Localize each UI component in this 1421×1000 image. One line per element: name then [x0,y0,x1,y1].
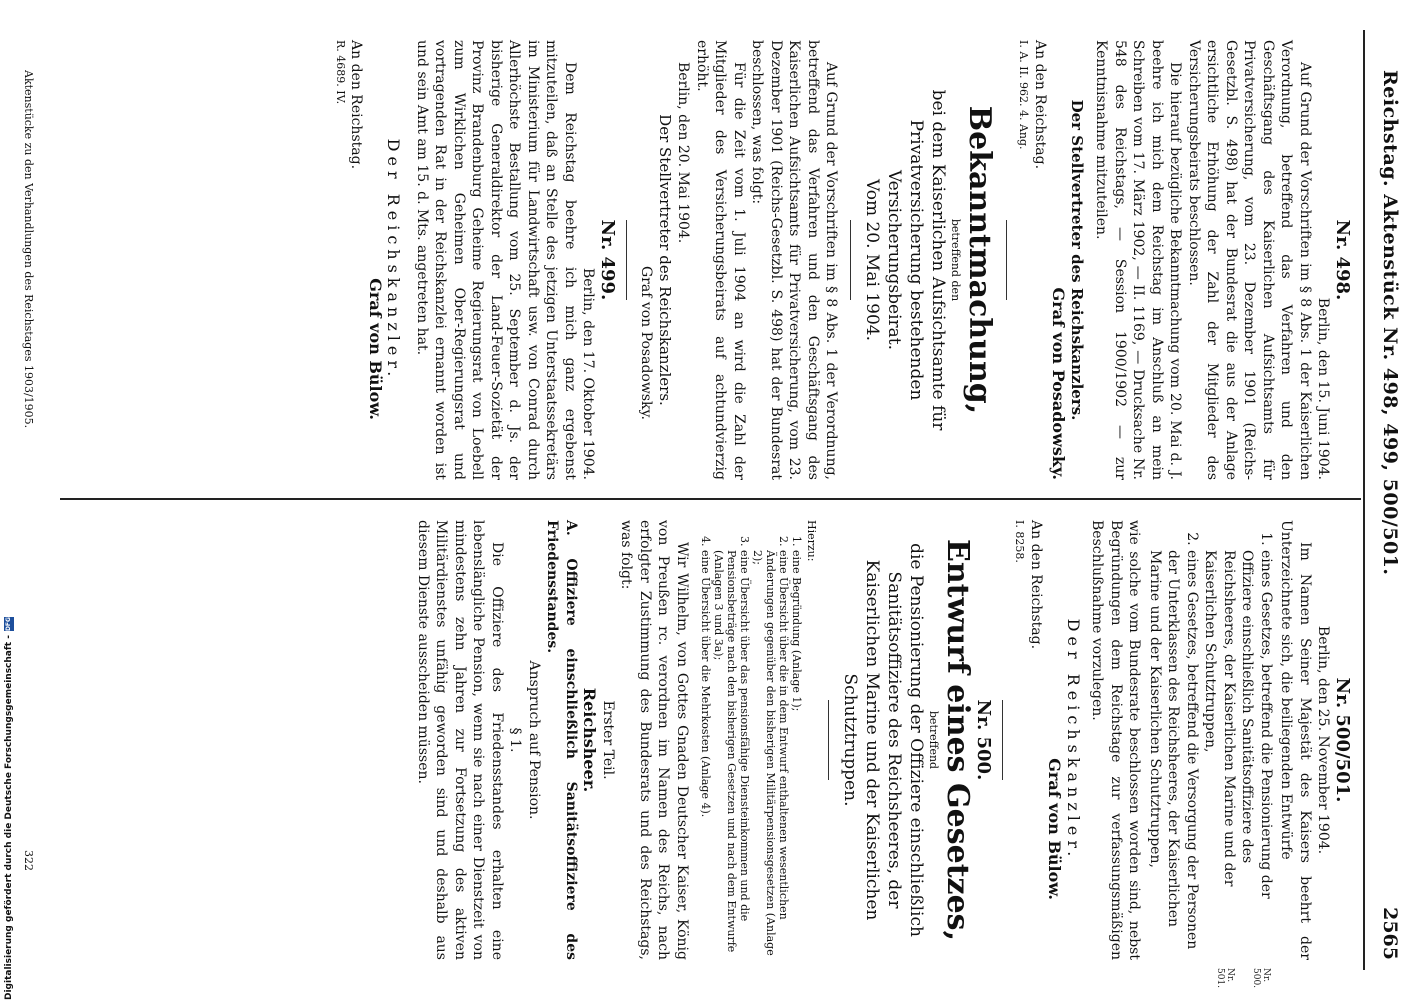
entwurf-hierzu: Hierzu: [805,520,818,562]
nr498-date: Berlin, den 15. Juni 1904. [1315,297,1332,480]
separator [851,220,852,300]
nr499-title: Nr. 499. [597,219,618,301]
bekanntmachung-place-date: Berlin, den 20. Mai 1904. [675,62,692,244]
nr500-501-addressee: An den Reichstag. [1028,520,1044,650]
header-rule [1363,30,1365,970]
list-item: 2. eine Übersicht über die in dem Entwurf enthaltenen wesentlichen Änderungen gegenüber den bisherigen Militärpensionsgesetzen (Anlage 2); [751,550,790,960]
nr498-addressee: An den Reichstag. [1032,40,1048,170]
page-footer: Aktenstücke zu den Verhandlungen des Reichstages 1903/1905. [22,70,35,429]
nr500-501-intro: Im Namen Seiner Majestät des Kaisers beehrt der Unterzeichnete sich, die beiliegenden Entwürfe [1278,520,1313,960]
nr499-date: Berlin, den 17. Oktober 1904. [580,267,597,480]
digitization-text: Digitalisierung gefördert durch die Deutsche Forschungsgemeinschaft - [4,635,14,1000]
nr500-501-signature-name: Graf von Bülow. [1045,758,1065,900]
entwurf-heer-heading: Reichsheer. [580,687,600,793]
right-column [80,520,1351,960]
entwurf-betreffend: betreffend [927,710,940,770]
separator [626,220,627,300]
separator [1007,220,1008,300]
entwurf-paragraph-1: Die Offiziere des Friedensstandes erhalten eine lebenslängliche Pension, wenn sie nach einer Dienstzeit von mindestens zehn Jahren zur Fortsetzung des aktiven Militärdienstes unfähig geworden sind und deshalb aus diesem Dienste ausscheiden müssen. [415,520,505,960]
separator [828,700,829,780]
nr499-paragraph-1: Dem Reichstag beehre ich mich ganz ergebenst mitzuteilen, daß an Stelle des jetzigen Unterstaatssekretärs im Ministerium für Landwirtschaft usw. von Conrad durch Allerhöchste Bestallung vom 25. September d. Js. der bisherige Generaldirektor der Land-Feuer-Sozietät der Provinz Brandenburg Geheime Regierungsrat von Loebell zum Wirklichen Geheimen Ober-Regierungsrat und vortragenden Rat in der Reichskanzlei ernannt worden ist und sein Amt am 15. d. Mts. angetreten hat. [414,40,578,480]
nr500-501-date: Berlin, den 25. November 1904. [1315,625,1332,855]
page-header-title: Reichstag. Aktenstück Nr. 498, 499, 500/501. [1379,70,1401,576]
list-item: 4. eine Übersicht über die Mehrkosten (Anlage 4). [699,550,712,960]
entwurf-preamble: Wir Wilhelm, von Gottes Gnaden Deutscher Kaiser, König von Preußen rc. verordnen im Namen des Reichs, nach erfolgter Zustimmung des Bundesrats und des Reichstags, was folgt: [618,520,690,960]
entwurf-subject: die Pensionierung der Offiziere einschließlich Sanitätsoffiziere des Reichsheeres, der Kaiserlichen Marine und der Kaiserlichen Schutztruppen. [840,543,926,937]
margin-note: Nr. 500. [1251,968,1271,989]
entwurf-title: Entwurf eines Gesetzes, [940,538,975,942]
page-footer-number: 322 [22,850,35,871]
list-item: 2. eines Gesetzes, betreffend die Versorgung der Personen der Unterklassen des Reichsheeres, der Kaiserlichen Marine und der Kaiserlichen Schutztruppen, [1146,550,1202,960]
bekanntmachung-signature-title: Der Stellvertreter des Reichskanzlers. [656,114,674,406]
entwurf-paragraph-sign: § 1. [507,727,524,753]
nr498-signature-name: Graf von Posadowsky. [1049,287,1069,480]
nr498-paragraph-1: Auf Grund der Vorschriften im § 8 Abs. 1 der Kaiserlichen Verordnung, betreffend das Verfahren und den Geschäftsgang des Kaiserlichen Aufsichtsamts für Privatversicherung, vom 23. Dezember 1901 (Reichs-Gesetzbl. S. 498) hat der Bundesrat die aus der Anlage ersichtliche Erhöhung der Zahl der Mitglieder des Versicherungsbeirats beschlossen. [1186,40,1313,480]
bekanntmachung-paragraph-1: Auf Grund der Vorschriften im § 8 Abs. 1 der Verordnung, betreffend das Verfahren und den Geschäftsgang des Kaiserlichen Aufsichtsamts für Privatversicherung, vom 23. Dezember 1901 (Reichs-Gesetzbl. S. 498) hat der Bundesrat beschlossen, was folgt: [749,40,840,480]
list-item: 3. eine Übersicht über das pensionsfähige Diensteinkommen und die Pensionsbeträge nach den bisherigen Gesetzen und nach dem Entwurfe (Anlagen 3 und 3a); [712,550,751,960]
bekanntmachung-signature-name: Graf von Posadowsky. [638,265,655,420]
nr498-title: Nr. 498. [1332,219,1353,301]
nr499-signature-name: Graf von Bülow. [366,278,385,420]
dfg-logo: DFG [5,617,12,632]
nr500-501-title: Nr. 500/501. [1332,677,1353,803]
nr499-reference: R. 4689. IV. [334,40,347,105]
bekanntmachung-paragraph-2: Für die Zeit vom 1. Juli 1904 an wird die Zahl der Mitglieder des Versicherungsbeirats auf achtundvierzig erhöht. [694,40,747,480]
entwurf-section-a: A. Offiziere einschließlich Sanitätsoffiziere des Friedensstandes. [544,520,579,960]
entwurf-number: Nr. 500. [973,699,995,781]
nr500-501-signature-title: Der Reichskanzler. [1064,618,1083,862]
left-column [80,40,1351,480]
list-item: 1. eines Gesetzes, betreffend die Pensionierung der Offiziere einschließlich Sanitätsoffiziere des Reichsheeres, der Kaiserlichen Marine und der Kaiserlichen Schutztruppen, [1201,550,1275,960]
bekanntmachung-title: Bekanntmachung, [962,105,998,415]
entwurf-part-heading: Erster Teil. [600,700,616,780]
bekanntmachung-betreffend: betreffend den [949,218,963,302]
entwurf-anlagen-list [699,520,803,960]
nr500-501-draft-list [1146,520,1276,960]
nr500-501-paragraph: wie solche vom Bundesrate beschlossen worden sind, nebst Begründungen dem Reichstage zur verfassungsmäßigen Beschlußnahme vorzulegen. [1089,520,1143,960]
bekanntmachung-subject: bei dem Kaiserlichen Aufsichtsamte für Privatversicherung bestehenden Versicherungsbeirat. [884,89,949,431]
margin-note: Nr. 501. [1215,968,1235,989]
column-divider [60,498,1361,500]
page-number: 2565 [1379,907,1401,960]
bekanntmachung-date: Vom 20. Mai 1904. [862,179,883,341]
nr499-signature-title: Der Reichskanzler. [384,138,404,382]
nr498-paragraph-2: Die hierauf bezügliche Bekanntmachung vom 20. Mai d. J. beehre ich mich dem Reichstag im Anschluß an mein Schreiben vom 17. März 1902, — II. 1169, — Drucksache Nr. 548 des Reichstags, — Session 1900/1902 — zur Kenntnisnahme mitzuteilen. [1093,40,1184,480]
separator [1003,700,1004,780]
nr500-501-reference: I. 8258. [1013,520,1027,563]
list-item: 1. eine Begründung (Anlage 1); [790,550,803,960]
nr498-reference: I. A. II. 962. 4. Ang. [1017,40,1031,150]
entwurf-anspruch: Anspruch auf Pension. [526,660,542,820]
nr499-addressee: An den Reichstag. [348,40,365,170]
nr498-signature-title: Der Stellvertreter des Reichskanzlers. [1068,99,1086,421]
digitization-note [2,580,16,1000]
